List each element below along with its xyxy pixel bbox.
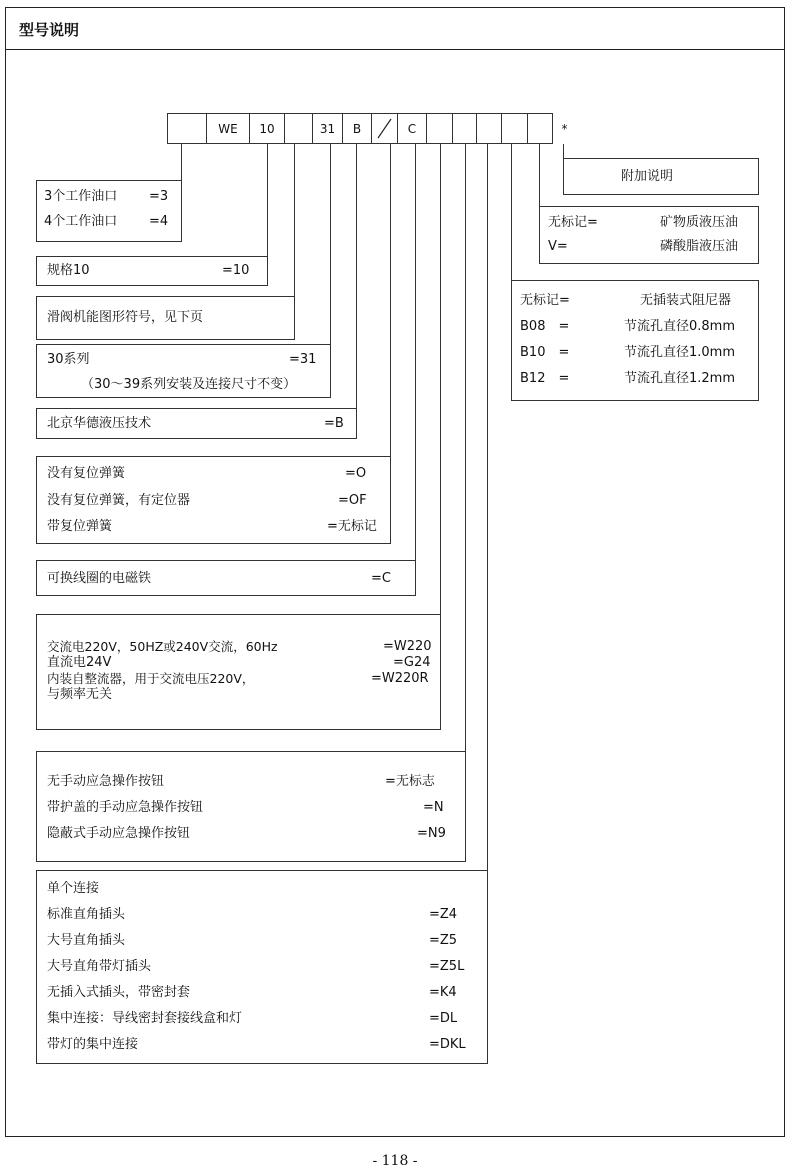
row-label: 滑阀机能图形符号，见下页 [47,310,204,325]
slash-mark [372,114,397,143]
row-code: =31 [289,352,317,367]
row-code: =C [371,571,391,586]
row-code: =W220 [383,639,432,654]
row-label: 带护盖的手动应急操作按钮 [47,800,204,815]
row-code: =Z5 [429,933,458,948]
row-code: =Z4 [429,907,458,922]
row-code: =G24 [393,655,431,670]
row-code: =W220R [371,671,429,686]
row-code: 矿物质液压油 [660,215,739,230]
row-code: 节流孔直径1.2mm [624,371,736,386]
voltage-box [36,614,441,730]
row-code: =4 [149,214,169,229]
row-label: B12 = [520,371,570,386]
code-cell-override [452,113,477,144]
series-box [36,344,331,398]
row-code: 无插装式阻尼器 [640,293,732,308]
connection-box [36,870,488,1064]
row-label: 交流电220V，50HZ或240V交流，60Hz [47,639,278,654]
row-label: 内装自整流器，用于交流电压220V， [47,671,255,686]
row-label: 无手动应急操作按钮 [47,774,165,789]
page-number: - 118 - [372,1153,418,1169]
leader-line-override [465,144,466,751]
leader-line-voltage [440,144,441,614]
row-code: =无标记 [327,519,377,534]
row-label: 标准直角插头 [47,907,126,922]
spool-box [36,296,295,340]
leader-line-size [267,144,268,256]
code-cell-ports [167,113,207,144]
row-code: =OF [338,493,367,508]
row-code: =Z5L [429,959,465,974]
row-label: 没有复位弹簧 [47,466,126,481]
page-title: 型号说明 [19,21,80,39]
row-label: 大号直角带灯插头 [47,959,152,974]
leader-line-maker [356,144,357,408]
row-code: =N9 [417,826,446,841]
row-label: 无插入式插头，带密封套 [47,985,191,1000]
code-cell-damper [501,113,528,144]
oil-type-box [539,206,759,264]
code-cell-additional: * [561,121,568,136]
connection-heading: 单个连接 [47,881,100,896]
row-label: 与频率无关 [47,687,113,702]
size-box [36,256,268,286]
row-code: =O [345,466,367,481]
series-note: （30～39系列安装及连接尺寸不变） [81,377,297,392]
leader-line-oil [539,144,540,206]
row-code: =DKL [429,1037,466,1052]
leader-line-solenoid [415,144,416,560]
code-cell-voltage [426,113,453,144]
code-cell-we: WE [206,113,250,144]
maker-box [36,408,357,439]
row-code: =K4 [429,985,457,1000]
solenoid-box [36,560,416,596]
row-label: 没有复位弹簧，有定位器 [47,493,191,508]
leader-line-spool [294,144,295,296]
row-label: 无标记= [548,215,598,230]
code-cell-maker: B [342,113,372,144]
code-cell-size: 10 [249,113,285,144]
row-code: =DL [429,1011,458,1026]
row-label: 无标记= [520,293,570,308]
ports-box [36,180,182,242]
row-code: =10 [222,263,250,278]
row-label: 3个工作油口 [44,189,118,204]
row-code: 节流孔直径1.0mm [624,345,736,360]
leader-line-spring [390,144,391,456]
leader-line-ports [181,144,182,180]
damper-box [511,280,759,401]
row-label: 带复位弹簧 [47,519,113,534]
code-cell-oil [527,113,553,144]
row-label: 可换线圈的电磁铁 [47,571,152,586]
row-label: 隐蔽式手动应急操作按钮 [47,826,191,841]
row-label: B10 = [520,345,570,360]
row-label: 集中连接：导线密封套接线盒和灯 [47,1011,243,1026]
row-code: 节流孔直径0.8mm [624,319,736,334]
row-label: 直流电24V [47,655,112,670]
row-code: =B [324,416,344,431]
row-label: 大号直角插头 [47,933,126,948]
row-label: B08 = [520,319,570,334]
row-label: 附加说明 [621,169,674,184]
override-box [36,751,466,862]
code-cell-slash [371,113,398,144]
spring-box [36,456,391,544]
row-code: 磷酸脂液压油 [660,239,739,254]
leader-line-series [330,144,331,344]
leader-line-damper [511,144,512,280]
leader-line-additional [563,144,564,158]
row-label: V= [548,239,568,254]
row-code: =3 [149,189,169,204]
leader-line-connection [487,144,488,870]
row-label: 带灯的集中连接 [47,1037,139,1052]
additional-box [563,158,759,195]
row-label: 规格10 [47,263,90,278]
code-cell-spool [284,113,313,144]
row-label: 北京华德液压技术 [47,416,152,431]
title-bar [6,8,784,50]
row-label: 4个工作油口 [44,214,118,229]
code-cell-solenoid: C [397,113,427,144]
code-cell-connection [476,113,502,144]
row-code: =N [423,800,444,815]
code-cell-series: 31 [312,113,343,144]
row-code: =无标志 [385,774,435,789]
row-label: 30系列 [47,352,90,367]
